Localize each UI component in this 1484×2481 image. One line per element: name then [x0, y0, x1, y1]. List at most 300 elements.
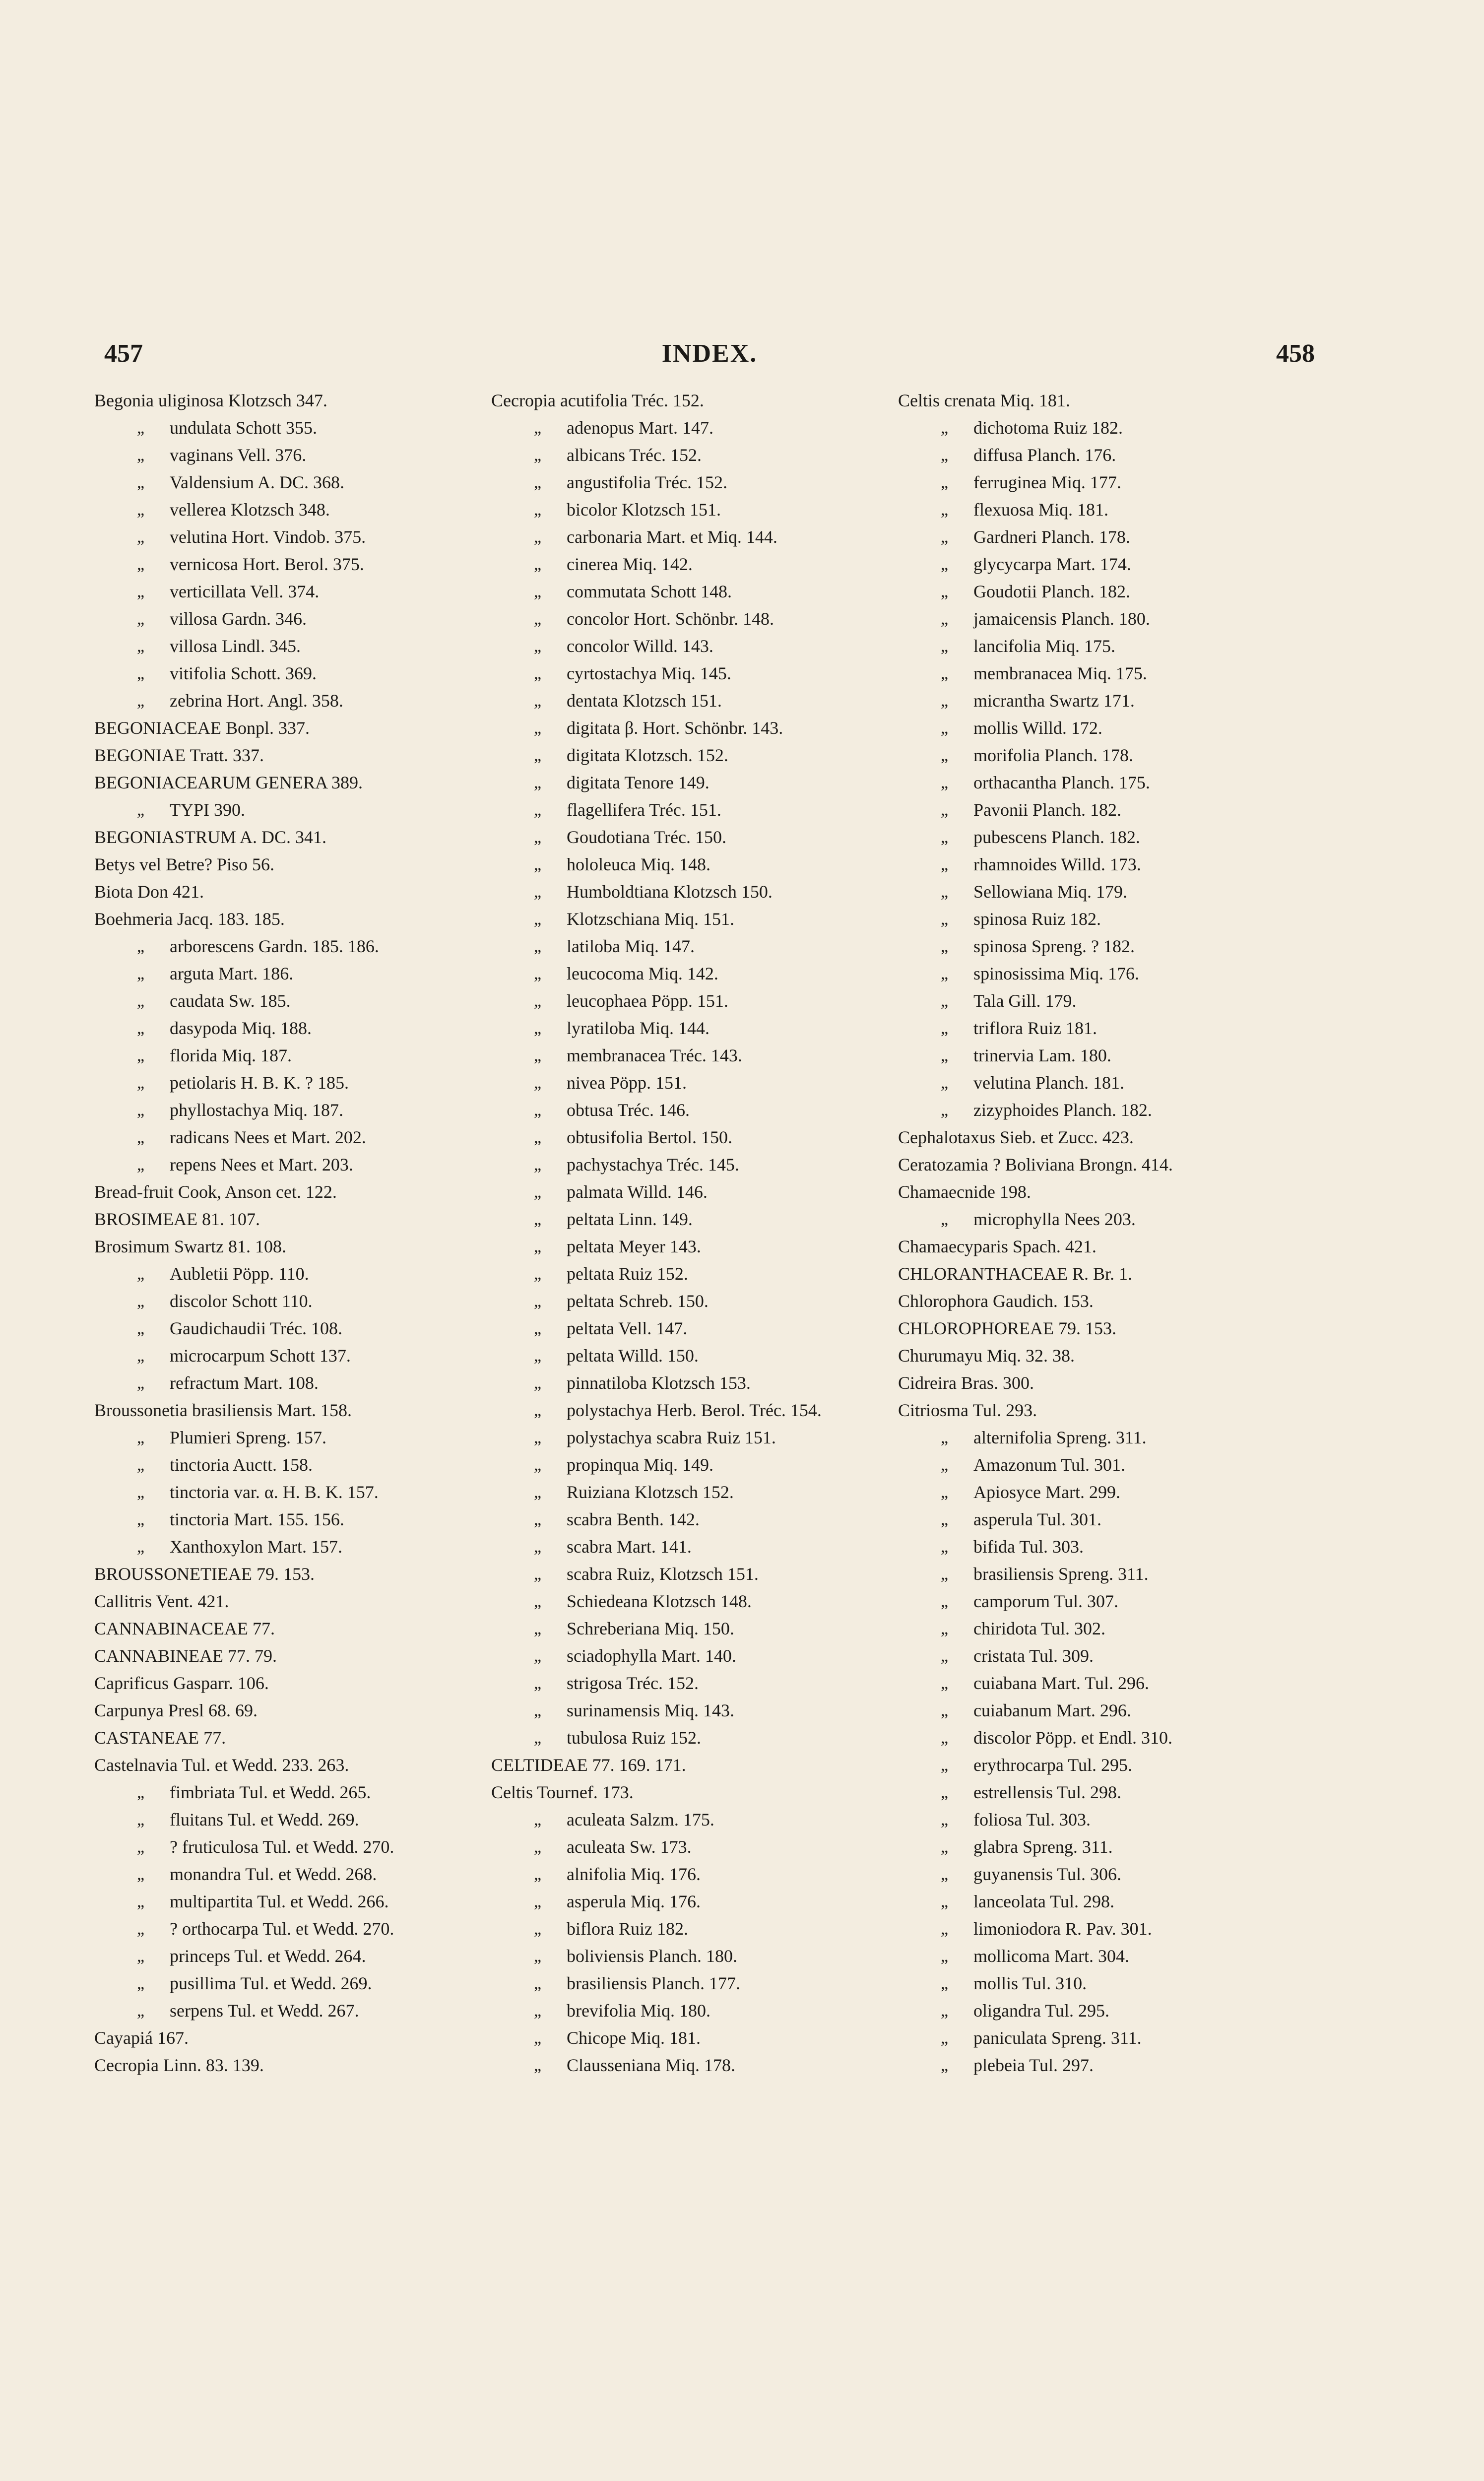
index-entry-text: spinosa Spreng. ? 182.	[973, 936, 1135, 956]
index-entry	[898, 1779, 1315, 1806]
index-entry-text: carbonaria Mart. et Miq. 144.	[567, 527, 777, 547]
index-entry	[491, 1506, 908, 1533]
index-entry	[491, 1015, 908, 1042]
index-entry	[94, 1206, 501, 1233]
index-entry	[898, 1178, 1315, 1206]
index-entry-text: mollis Willd. 172.	[973, 718, 1102, 738]
index-entry-text: flagellifera Tréc. 151.	[567, 800, 721, 820]
index-entry	[94, 1561, 501, 1588]
index-entry	[94, 496, 501, 523]
index-entry-text: velutina Hort. Vindob. 375.	[170, 527, 366, 547]
index-entry-text: mollicoma Mart. 304.	[973, 1946, 1129, 1966]
index-entry-text: villosa Gardn. 346.	[170, 609, 307, 629]
index-entry	[898, 1124, 1315, 1151]
index-entry	[94, 2052, 501, 2079]
index-entry-text: CHLOROPHOREAE 79. 153.	[898, 1318, 1117, 1338]
index-entry-text: dichotoma Ruiz 182.	[973, 418, 1123, 438]
index-entry-text: albicans Tréc. 152.	[567, 445, 702, 465]
index-entry-text: vernicosa Hort. Berol. 375.	[170, 554, 364, 574]
index-entry	[898, 851, 1315, 878]
index-entry	[94, 1424, 501, 1451]
index-entry	[491, 1097, 908, 1124]
index-entry	[898, 1642, 1315, 1670]
index-entry	[491, 1833, 908, 1861]
index-entry-text: Amazonum Tul. 301.	[973, 1455, 1126, 1475]
index-entry-text: Boehmeria Jacq. 183. 185.	[94, 909, 285, 929]
index-entry-text: lancifolia Miq. 175.	[973, 636, 1115, 656]
index-entry-text: CHLORANTHACEAE R. Br. 1.	[898, 1264, 1133, 1284]
index-entry-text: peltata Willd. 150.	[567, 1346, 699, 1366]
index-entry-text: oligandra Tul. 295.	[973, 2001, 1110, 2021]
index-entry-text: BROSIMEAE 81. 107.	[94, 1209, 260, 1229]
index-entry-text: pinnatiloba Klotzsch 153.	[567, 1373, 751, 1393]
index-entry-text: mollis Tul. 310.	[973, 1973, 1087, 1993]
index-entry-text: ferruginea Miq. 177.	[973, 472, 1121, 492]
index-entry-text: Plumieri Spreng. 157.	[170, 1428, 326, 1447]
index-entry	[898, 1806, 1315, 1833]
index-entry	[898, 496, 1315, 523]
index-entry	[94, 878, 501, 906]
index-entry	[94, 1506, 501, 1533]
index-entry-text: petiolaris H. B. K. ? 185.	[170, 1073, 349, 1093]
index-entry-text: Chicope Miq. 181.	[567, 2028, 701, 2048]
index-entry	[898, 1997, 1315, 2024]
index-entry-text: concolor Hort. Schönbr. 148.	[567, 609, 774, 629]
index-entry-text: Celtis Tournef. 173.	[491, 1782, 634, 1802]
index-entry	[94, 987, 501, 1015]
index-entry-text: Tala Gill. 179.	[973, 991, 1077, 1011]
index-entry	[898, 1915, 1315, 1943]
index-entry-text: ? fruticulosa Tul. et Wedd. 270.	[170, 1837, 394, 1857]
index-entry	[898, 1888, 1315, 1915]
page-title: INDEX.	[661, 339, 758, 368]
index-entry	[491, 523, 908, 551]
index-entry	[491, 1724, 908, 1752]
index-entry	[94, 1178, 501, 1206]
index-entry-text: adenopus Mart. 147.	[567, 418, 713, 438]
index-entry	[491, 1124, 908, 1151]
index-entry-text: trinervia Lam. 180.	[973, 1045, 1111, 1065]
index-entry-text: diffusa Planch. 176.	[973, 445, 1116, 465]
index-entry-text: polystachya Herb. Berol. Tréc. 154.	[567, 1400, 822, 1420]
index-entry-text: digitata Klotzsch. 152.	[567, 745, 728, 765]
index-entry	[491, 796, 908, 824]
index-entry	[94, 1970, 501, 1997]
index-entry	[898, 987, 1315, 1015]
index-entry	[898, 1670, 1315, 1697]
index-entry-text: estrellensis Tul. 298.	[973, 1782, 1122, 1802]
index-entry	[898, 523, 1315, 551]
index-entry-text: Betys vel Betre? Piso 56.	[94, 854, 274, 874]
index-entry	[898, 824, 1315, 851]
index-entry	[898, 687, 1315, 715]
index-entry	[491, 851, 908, 878]
index-entry-text: discolor Schott 110.	[170, 1291, 313, 1311]
index-entry	[898, 1451, 1315, 1479]
index-entry	[491, 1806, 908, 1833]
index-entry-text: orthacantha Planch. 175.	[973, 773, 1150, 792]
index-entry	[491, 1561, 908, 1588]
index-entry	[898, 1315, 1315, 1342]
index-entry	[491, 1642, 908, 1670]
index-entry	[898, 1943, 1315, 1970]
index-entry-text: digitata β. Hort. Schönbr. 143.	[567, 718, 783, 738]
index-entry-text: Apiosyce Mart. 299.	[973, 1482, 1120, 1502]
index-entry-text: Cecropia acutifolia Tréc. 152.	[491, 391, 704, 410]
index-entry	[491, 769, 908, 796]
index-entry	[94, 1779, 501, 1806]
index-entry	[898, 414, 1315, 442]
index-entry	[898, 1151, 1315, 1178]
index-entry-text: vellerea Klotzsch 348.	[170, 500, 330, 520]
index-entry-text: membranacea Tréc. 143.	[567, 1045, 742, 1065]
index-entry-text: nivea Pöpp. 151.	[567, 1073, 687, 1093]
index-column-1	[94, 387, 501, 2079]
index-entry-text: princeps Tul. et Wedd. 264.	[170, 1946, 366, 1966]
index-entry-text: microphylla Nees 203.	[973, 1209, 1136, 1229]
index-entry	[491, 1370, 908, 1397]
index-entry	[491, 2024, 908, 2052]
index-entry	[898, 742, 1315, 769]
index-entry	[491, 1424, 908, 1451]
index-entry	[898, 1833, 1315, 1861]
index-entry	[491, 660, 908, 687]
index-entry-text: Schiedeana Klotzsch 148.	[567, 1591, 752, 1611]
index-entry-text: peltata Linn. 149.	[567, 1209, 693, 1229]
index-entry-text: BEGONIAE Tratt. 337.	[94, 745, 264, 765]
index-entry	[898, 1861, 1315, 1888]
index-entry-text: verticillata Vell. 374.	[170, 582, 320, 601]
index-entry-text: peltata Ruiz 152.	[567, 1264, 688, 1284]
index-entry	[491, 1943, 908, 1970]
index-entry	[94, 1642, 501, 1670]
index-entry-text: brasiliensis Planch. 177.	[567, 1973, 740, 1993]
index-entry-text: pubescens Planch. 182.	[973, 827, 1140, 847]
index-entry-text: limoniodora R. Pav. 301.	[973, 1919, 1152, 1939]
index-entry-text: Chamaecnide 198.	[898, 1182, 1031, 1202]
index-entry-text: CANNABINACEAE 77.	[94, 1619, 275, 1638]
index-entry-text: microcarpum Schott 137.	[170, 1346, 351, 1366]
index-entry-text: scabra Ruiz, Klotzsch 151.	[567, 1564, 759, 1584]
index-entry-text: dasypoda Miq. 188.	[170, 1018, 312, 1038]
index-entry	[898, 605, 1315, 633]
index-entry-text: Cidreira Bras. 300.	[898, 1373, 1034, 1393]
index-entry-text: aculeata Sw. 173.	[567, 1837, 692, 1857]
index-entry	[94, 960, 501, 987]
index-entry-text: repens Nees et Mart. 203.	[170, 1155, 353, 1175]
index-entry	[94, 1370, 501, 1397]
index-entry-text: cuiabana Mart. Tul. 296.	[973, 1673, 1149, 1693]
index-entry	[898, 387, 1315, 414]
index-entry	[94, 1042, 501, 1069]
index-entry	[898, 1615, 1315, 1642]
index-entry	[491, 824, 908, 851]
index-entry-text: Cephalotaxus Sieb. et Zucc. 423.	[898, 1127, 1134, 1147]
index-entry	[94, 1806, 501, 1833]
index-entry	[898, 960, 1315, 987]
index-entry-text: biflora Ruiz 182.	[567, 1919, 688, 1939]
index-entry	[94, 1615, 501, 1642]
index-entry-text: latiloba Miq. 147.	[567, 936, 695, 956]
index-entry	[94, 906, 501, 933]
index-entry-text: Citriosma Tul. 293.	[898, 1400, 1037, 1420]
index-entry	[491, 1342, 908, 1370]
index-entry	[491, 2052, 908, 2079]
index-column-2	[491, 387, 908, 2079]
index-entry	[94, 660, 501, 687]
index-entry	[94, 469, 501, 496]
index-entry	[94, 1833, 501, 1861]
index-entry	[491, 987, 908, 1015]
index-entry-text: leucocoma Miq. 142.	[567, 964, 718, 983]
index-entry	[898, 906, 1315, 933]
index-entry-text: florida Miq. 187.	[170, 1045, 292, 1065]
index-entry-text: Goudotiana Tréc. 150.	[567, 827, 726, 847]
index-entry	[94, 1233, 501, 1260]
index-entry	[94, 1260, 501, 1288]
index-entry	[491, 1752, 908, 1779]
index-entry-text: Chlorophora Gaudich. 153.	[898, 1291, 1094, 1311]
index-entry	[491, 1970, 908, 1997]
index-entry	[491, 1288, 908, 1315]
index-entry	[491, 1670, 908, 1697]
index-entry-text: BEGONIASTRUM A. DC. 341.	[94, 827, 327, 847]
index-entry-text: concolor Willd. 143.	[567, 636, 713, 656]
index-entry-text: cuiabanum Mart. 296.	[973, 1700, 1131, 1720]
index-entry	[898, 1015, 1315, 1042]
index-entry-text: dentata Klotzsch 151.	[567, 691, 722, 711]
index-entry	[898, 1042, 1315, 1069]
index-entry-text: Begonia uliginosa Klotzsch 347.	[94, 391, 327, 410]
index-entry-text: CANNABINEAE 77. 79.	[94, 1646, 277, 1666]
index-entry	[898, 1506, 1315, 1533]
index-entry-text: CASTANEAE 77.	[94, 1728, 226, 1748]
index-entry-text: scabra Mart. 141.	[567, 1537, 692, 1557]
index-entry	[898, 1970, 1315, 1997]
index-entry-text: propinqua Miq. 149.	[567, 1455, 713, 1475]
index-entry	[491, 906, 908, 933]
index-entry-text: digitata Tenore 149.	[567, 773, 710, 792]
index-entry	[94, 2024, 501, 2052]
index-entry-text: cinerea Miq. 142.	[567, 554, 693, 574]
index-entry	[898, 1752, 1315, 1779]
index-entry	[94, 687, 501, 715]
index-entry	[491, 1915, 908, 1943]
index-entry-text: chiridota Tul. 302.	[973, 1619, 1106, 1638]
index-entry-text: BEGONIACEAE Bonpl. 337.	[94, 718, 310, 738]
index-entry	[898, 1288, 1315, 1315]
index-entry-text: tinctoria Mart. 155. 156.	[170, 1509, 344, 1529]
index-entry-text: plebeia Tul. 297.	[973, 2055, 1094, 2075]
index-entry-text: triflora Ruiz 181.	[973, 1018, 1097, 1038]
index-entry	[898, 1424, 1315, 1451]
index-entry-text: Sellowiana Miq. 179.	[973, 882, 1127, 902]
index-entry	[94, 1451, 501, 1479]
index-entry	[94, 633, 501, 660]
index-entry-text: Broussonetia brasiliensis Mart. 158.	[94, 1400, 352, 1420]
index-entry	[94, 1915, 501, 1943]
index-entry	[94, 933, 501, 960]
index-entry	[94, 715, 501, 742]
index-entry-text: guyanensis Tul. 306.	[973, 1864, 1122, 1884]
index-entry	[491, 1178, 908, 1206]
index-entry	[491, 1042, 908, 1069]
index-entry-text: foliosa Tul. 303.	[973, 1810, 1091, 1829]
index-entry-text: jamaicensis Planch. 180.	[973, 609, 1150, 629]
index-entry	[898, 1370, 1315, 1397]
index-entry	[898, 715, 1315, 742]
index-entry-text: rhamnoides Willd. 173.	[973, 854, 1141, 874]
index-entry	[94, 1015, 501, 1042]
index-entry-text: erythrocarpa Tul. 295.	[973, 1755, 1132, 1775]
index-entry-text: Castelnavia Tul. et Wedd. 233. 263.	[94, 1755, 349, 1775]
index-entry-text: hololeuca Miq. 148.	[567, 854, 710, 874]
index-entry-text: surinamensis Miq. 143.	[567, 1700, 734, 1720]
index-entry-text: caudata Sw. 185.	[170, 991, 291, 1011]
index-entry-text: BEGONIACEARUM GENERA 389.	[94, 773, 363, 792]
index-entry	[491, 960, 908, 987]
index-entry-text: Ceratozamia ? Boliviana Brongn. 414.	[898, 1155, 1173, 1175]
index-entry-text: vitifolia Schott. 369.	[170, 663, 317, 683]
index-entry	[491, 1315, 908, 1342]
index-entry	[898, 1479, 1315, 1506]
index-entry-text: scabra Benth. 142.	[567, 1509, 700, 1529]
index-entry-text: paniculata Spreng. 311.	[973, 2028, 1142, 2048]
index-entry	[898, 1097, 1315, 1124]
index-entry	[94, 1588, 501, 1615]
index-entry	[94, 414, 501, 442]
index-entry-text: Caprificus Gasparr. 106.	[94, 1673, 269, 1693]
index-entry	[898, 660, 1315, 687]
index-entry-text: zebrina Hort. Angl. 358.	[170, 691, 343, 711]
index-entry-text: monandra Tul. et Wedd. 268.	[170, 1864, 377, 1884]
index-entry-text: Goudotii Planch. 182.	[973, 582, 1130, 601]
index-entry	[491, 1233, 908, 1260]
index-entry	[491, 442, 908, 469]
index-entry	[94, 442, 501, 469]
index-entry	[94, 1124, 501, 1151]
index-entry-text: alternifolia Spreng. 311.	[973, 1428, 1147, 1447]
index-entry	[898, 1206, 1315, 1233]
index-entry-text: peltata Schreb. 150.	[567, 1291, 709, 1311]
index-entry-text: Celtis crenata Miq. 181.	[898, 391, 1070, 410]
index-entry-text: brevifolia Miq. 180.	[567, 2001, 710, 2021]
index-entry	[491, 387, 908, 414]
index-entry	[491, 496, 908, 523]
index-entry	[898, 2024, 1315, 2052]
index-entry	[94, 523, 501, 551]
index-entry-text: Humboldtiana Klotzsch 150.	[567, 882, 773, 902]
index-entry	[94, 1861, 501, 1888]
index-entry	[898, 1697, 1315, 1724]
index-entry	[94, 1943, 501, 1970]
index-entry-text: peltata Vell. 147.	[567, 1318, 688, 1338]
index-entry	[491, 1615, 908, 1642]
index-entry-text: TYPI 390.	[170, 800, 245, 820]
index-entry	[898, 769, 1315, 796]
index-entry	[491, 687, 908, 715]
index-entry-text: obtusa Tréc. 146.	[567, 1100, 690, 1120]
index-entry-text: serpens Tul. et Wedd. 267.	[170, 2001, 359, 2021]
index-entry	[94, 387, 501, 414]
index-entry-text: fluitans Tul. et Wedd. 269.	[170, 1810, 359, 1829]
index-entry	[94, 851, 501, 878]
index-entry-text: asperula Tul. 301.	[973, 1509, 1102, 1529]
index-entry	[491, 1451, 908, 1479]
index-entry	[898, 933, 1315, 960]
index-entry-text: bicolor Klotzsch 151.	[567, 500, 721, 520]
index-entry	[94, 742, 501, 769]
index-entry-text: velutina Planch. 181.	[973, 1073, 1124, 1093]
index-entry-text: glycycarpa Mart. 174.	[973, 554, 1131, 574]
index-entry-text: alnifolia Miq. 176.	[567, 1864, 701, 1884]
index-entry-text: Brosimum Swartz 81. 108.	[94, 1237, 286, 1256]
index-entry	[94, 1533, 501, 1561]
index-entry	[94, 1097, 501, 1124]
index-entry	[898, 1588, 1315, 1615]
index-entry	[491, 1206, 908, 1233]
index-entry	[94, 1888, 501, 1915]
index-entry-text: sciadophylla Mart. 140.	[567, 1646, 736, 1666]
index-entry	[898, 442, 1315, 469]
index-entry-text: discolor Pöpp. et Endl. 310.	[973, 1728, 1172, 1748]
index-entry	[898, 1561, 1315, 1588]
index-entry	[898, 551, 1315, 578]
index-entry-text: Cayapiá 167.	[94, 2028, 189, 2048]
index-entry	[94, 824, 501, 851]
index-entry	[94, 1670, 501, 1697]
index-entry-text: refractum Mart. 108.	[170, 1373, 319, 1393]
index-entry-text: Churumayu Miq. 32. 38.	[898, 1346, 1075, 1366]
index-entry-text: Cecropia Linn. 83. 139.	[94, 2055, 264, 2075]
index-entry	[491, 551, 908, 578]
index-entry-text: strigosa Tréc. 152.	[567, 1673, 699, 1693]
index-entry	[94, 1724, 501, 1752]
index-entry	[491, 1397, 908, 1424]
index-entry-text: tinctoria var. α. H. B. K. 157.	[170, 1482, 379, 1502]
index-entry	[491, 1588, 908, 1615]
index-entry-text: villosa Lindl. 345.	[170, 636, 301, 656]
index-entry	[898, 878, 1315, 906]
index-entry-text: membranacea Miq. 175.	[973, 663, 1147, 683]
index-entry-text: zizyphoides Planch. 182.	[973, 1100, 1152, 1120]
index-entry-text: morifolia Planch. 178.	[973, 745, 1133, 765]
index-entry	[491, 1533, 908, 1561]
index-entry	[94, 769, 501, 796]
index-entry-text: Xanthoxylon Mart. 157.	[170, 1537, 342, 1557]
index-entry	[94, 1697, 501, 1724]
index-entry	[94, 796, 501, 824]
index-entry-text: asperula Miq. 176.	[567, 1892, 701, 1911]
page-header	[104, 331, 1315, 376]
index-entry	[898, 2052, 1315, 2079]
index-entry-text: vaginans Vell. 376.	[170, 445, 307, 465]
index-entry-text: ? orthocarpa Tul. et Wedd. 270.	[170, 1919, 394, 1939]
index-entry	[491, 1779, 908, 1806]
index-entry-text: spinosissima Miq. 176.	[973, 964, 1140, 983]
index-entry-text: leucophaea Pöpp. 151.	[567, 991, 728, 1011]
index-entry-text: Gardneri Planch. 178.	[973, 527, 1130, 547]
index-entry-text: arborescens Gardn. 185. 186.	[170, 936, 379, 956]
index-entry-text: lyratiloba Miq. 144.	[567, 1018, 710, 1038]
index-entry-text: pachystachya Tréc. 145.	[567, 1155, 739, 1175]
index-entry	[491, 878, 908, 906]
index-entry	[898, 1724, 1315, 1752]
index-entry	[491, 469, 908, 496]
index-entry-text: arguta Mart. 186.	[170, 964, 294, 983]
index-entry	[491, 1260, 908, 1288]
index-entry-text: micrantha Swartz 171.	[973, 691, 1135, 711]
